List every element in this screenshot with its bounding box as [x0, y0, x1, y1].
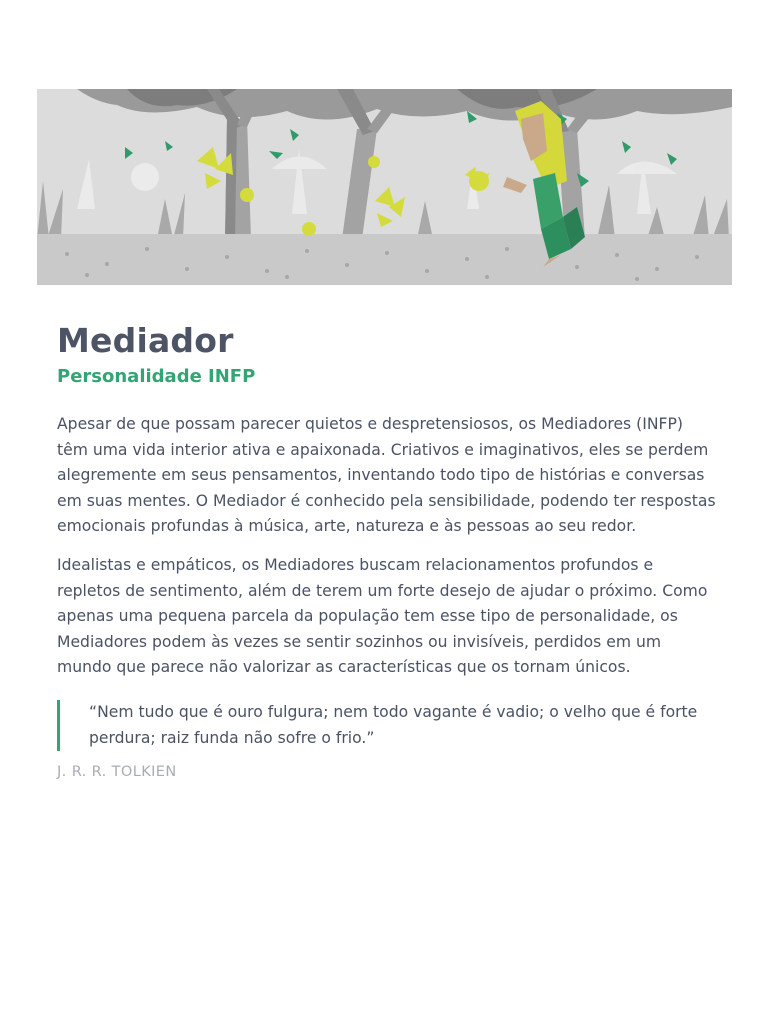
page-title: Mediador [57, 321, 234, 360]
quote-author: J. R. R. TOLKIEN [57, 764, 177, 781]
hero-illustration [37, 89, 732, 285]
forest-scene-illustration [37, 89, 732, 285]
tolkien-quote: “Nem tudo que é ouro fulgura; nem todo vagante é vadio; o velho que é forte perdura; raiz funda não sofre o frio.” [57, 700, 717, 751]
description-paragraph: Idealistas e empáticos, os Mediadores buscam relacionamentos profundos e repletos de sentimento, além de terem um forte desejo de ajudar o próximo. Como apenas uma pequena parcela da população tem esse tipo de personalidade, os Mediadores podem às vezes se sentir sozinhos ou invisíveis, perdidos em um mundo que parece não valorizar as características que os tornam únicos. [57, 555, 708, 677]
main-content [57, 320, 717, 780]
intro-paragraph: Apesar de que possam parecer quietos e despretensiosos, os Mediadores (INFP) têm uma vida interior ativa e apaixonada. Criativos e imaginativos, eles se perdem alegremente em seus pensamentos, inventando todo tipo de histórias e conversas em suas mentes. O Mediador é conhecido pela sensibilidade, podendo ter respostas emocionais profundas à música, arte, natureza e às pessoas ao seu redor. [57, 415, 716, 536]
personality-type-subtitle: Personalidade INFP [57, 366, 256, 387]
